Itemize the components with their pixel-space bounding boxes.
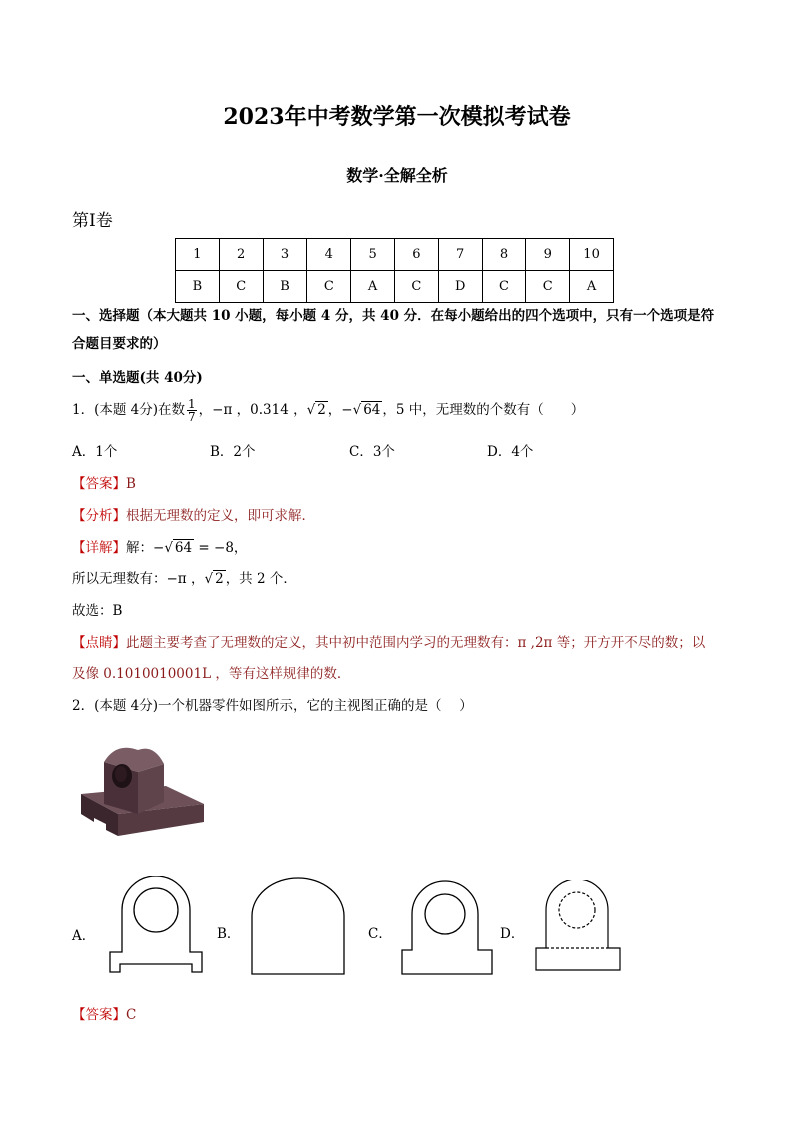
machine-part-3d-image [76, 742, 211, 842]
fraction-denominator: 7 [188, 410, 196, 424]
section-intro: 一、选择题（本大题共 10 小题，每小题 4 分，共 40 分．在每小题给出的四个选项中，只有一个选项是符 [72, 308, 715, 324]
option-b: B．2个 [210, 444, 256, 460]
detail-text-end: = −8， [194, 540, 248, 556]
sqrt-radicand: 64 [363, 402, 381, 418]
answer-cell: C [482, 271, 526, 303]
question-1-mid: ，−π ，0.314 ， [198, 402, 307, 418]
answer-cell: B [263, 271, 307, 303]
option-d: D．4个 [487, 444, 534, 460]
comment-line [72, 631, 705, 651]
answer-table [175, 238, 614, 303]
choose-line: 故选：B [72, 603, 123, 619]
answer-value: B [126, 476, 136, 492]
answer-value: C [126, 1007, 137, 1023]
option-b-view [248, 876, 348, 978]
question-number-cell: 6 [394, 239, 438, 271]
option-c-view [398, 880, 496, 978]
page-subtitle: 数学·全解全析 [346, 166, 448, 185]
comment-text: 此题主要考查了无理数的定义，其中初中范围内学习的无理数有：π ,2π 等；开方开不尽的数；以 [126, 635, 706, 651]
volume-heading: 第Ⅰ卷 [72, 211, 113, 231]
comment-line-2: 及像 0.1010010001L ，等有这样规律的数． [72, 666, 351, 682]
detail-line-2: 所以无理数有：−π ，√ 2 ，共 2 个． [72, 571, 297, 587]
q2-option-b-label: B． [217, 926, 241, 942]
option-c: C．3个 [349, 444, 395, 460]
answer-cell: A [570, 271, 614, 303]
question-1-suffix: ，5 中，无理数的个数有（ ） [382, 402, 585, 418]
question-number-cell: 1 [176, 239, 220, 271]
question-number-cell: 2 [219, 239, 263, 271]
question-number-cell: 10 [570, 239, 614, 271]
answer-table-number-row [176, 239, 614, 271]
answer-cell: A [351, 271, 395, 303]
sqrt-radicand: 64 [174, 540, 193, 556]
sqrt-radicand: 2 [317, 402, 326, 418]
analysis-tag: 【分析】 [72, 508, 126, 524]
answer-cell: C [307, 271, 351, 303]
answer-cell: C [219, 271, 263, 303]
fraction [187, 398, 197, 423]
q2-option-a-label: A． [72, 928, 96, 944]
question-number-cell: 3 [263, 239, 307, 271]
detail-text: 解：− [126, 540, 165, 556]
question-number-cell: 5 [351, 239, 395, 271]
question-number-cell: 8 [482, 239, 526, 271]
answer-cell: D [438, 271, 482, 303]
question-1: 1．(本题 4分)在数 $\frac{1}{7}$ ，−π ，0.314 ，√ 2 ，−√ 64 ，5 中，无理数的个数有（ ） [72, 397, 585, 424]
detail-text-end: ，共 2 个． [225, 571, 297, 587]
q2-answer-line [72, 1003, 136, 1023]
page-title: 2023年中考数学第一次模拟考试卷 [223, 104, 571, 130]
analysis-line [72, 504, 315, 524]
question-2: 2．(本题 4分)一个机器零件如图所示，它的主视图正确的是（ ） [72, 698, 473, 714]
option-a: A．1个 [72, 444, 118, 460]
sqrt-radicand: 2 [215, 571, 224, 587]
answer-cell: C [394, 271, 438, 303]
answer-table-answer-row [176, 271, 614, 303]
q2-option-d-label: D． [500, 926, 525, 942]
answer-tag: 【答案】 [72, 476, 126, 492]
question-1-prefix: 1．(本题 4分)在数 [72, 402, 186, 418]
question-number-cell: 7 [438, 239, 482, 271]
answer-line [72, 472, 136, 492]
section-title: 一、单选题(共 40分) [72, 370, 203, 386]
question-1-mid2: ，− [327, 402, 353, 418]
option-d-view [532, 880, 626, 976]
answer-cell: C [526, 271, 570, 303]
question-number-cell: 9 [526, 239, 570, 271]
question-number-cell: 4 [307, 239, 351, 271]
analysis-text: 根据无理数的定义，即可求解． [126, 508, 315, 524]
comment-tag: 【点睛】 [72, 635, 126, 651]
detail-tag: 【详解】 [72, 540, 126, 556]
section-intro-continued: 合题目要求的） [72, 336, 167, 352]
detail-line: 【详解】解：−√ 64 = −8， [72, 540, 248, 556]
answer-tag: 【答案】 [72, 1007, 126, 1023]
detail-text: 所以无理数有：−π ， [72, 571, 205, 587]
option-a-view [106, 876, 208, 978]
fraction-numerator: 1 [188, 397, 196, 411]
answer-cell: B [176, 271, 220, 303]
q2-option-c-label: C． [368, 926, 392, 942]
